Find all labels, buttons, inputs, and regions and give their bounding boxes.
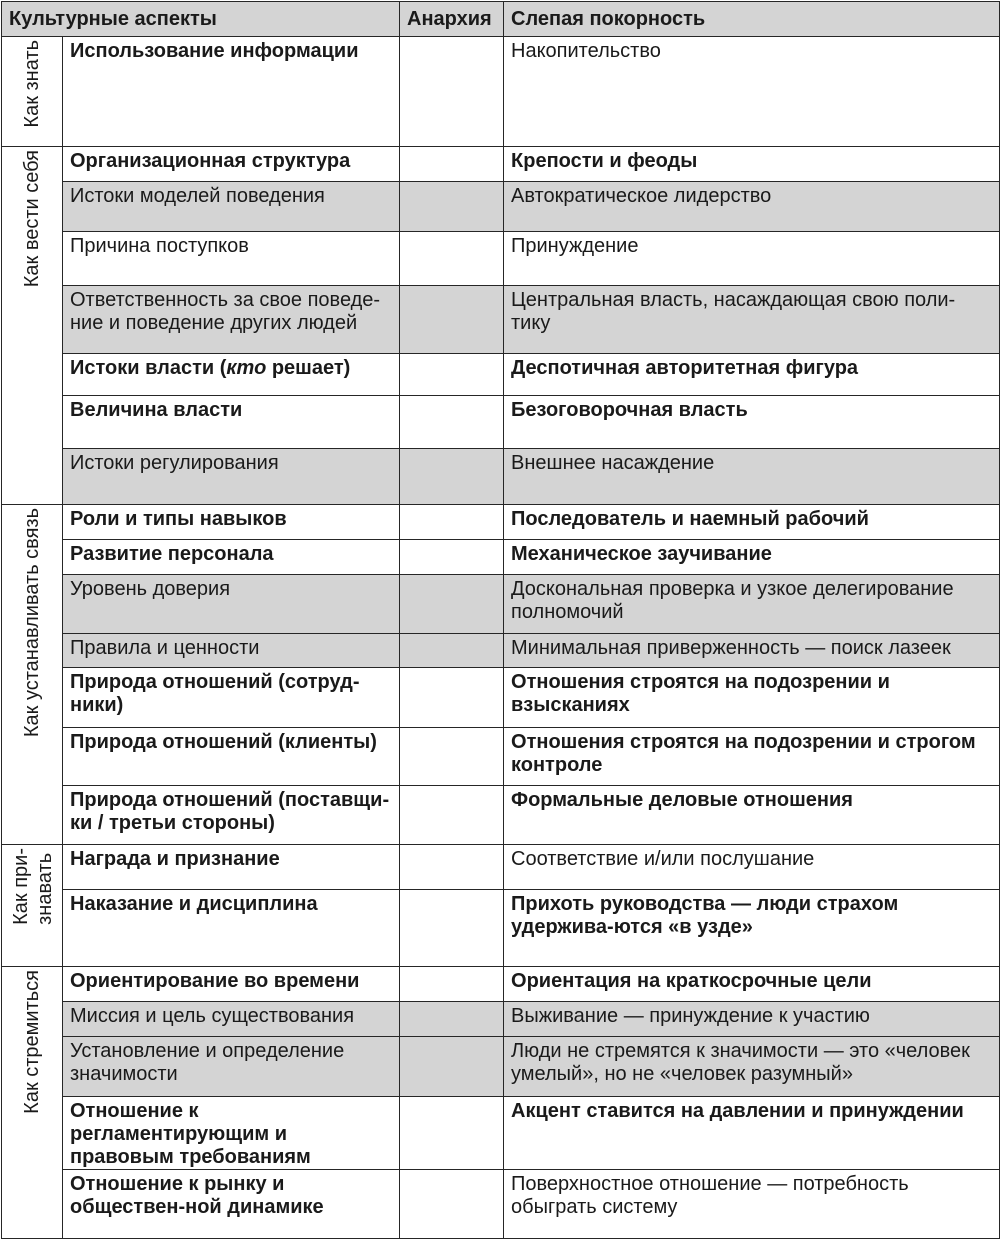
anarchy-cell — [400, 396, 504, 449]
aspect-cell: Наказание и дисциплина — [63, 890, 400, 967]
obedience-cell: Центральная власть, насаждающая свою поли-тику — [504, 286, 1000, 354]
table-row — [2, 890, 1000, 967]
group-how-to-know — [2, 37, 63, 147]
table-row — [2, 668, 1000, 728]
group-how-to-connect — [2, 505, 63, 845]
aspect-cell: Развитие персонала — [63, 540, 400, 575]
table-row — [2, 967, 1000, 1002]
aspect-cell: Природа отношений (сотруд-ники) — [63, 668, 400, 728]
table-row — [2, 786, 1000, 845]
aspect-cell: Отношение к регламентирующим и правовым требованиям — [63, 1097, 400, 1170]
header-cultural-aspects: Культурные аспекты — [2, 2, 400, 37]
anarchy-cell — [400, 634, 504, 668]
anarchy-cell — [400, 575, 504, 634]
aspect-cell: Величина власти — [63, 396, 400, 449]
table-row — [2, 1097, 1000, 1170]
table-row — [2, 1002, 1000, 1037]
table-row — [2, 540, 1000, 575]
obedience-cell: Поверхностное отношение — потребность обыграть систему — [504, 1170, 1000, 1239]
obedience-cell: Безоговорочная власть — [504, 396, 1000, 449]
aspect-cell: Правила и ценности — [63, 634, 400, 668]
aspect-cell: Миссия и цель существования — [63, 1002, 400, 1037]
obedience-cell: Люди не стремятся к значимости — это «человек умелый», но не «человек разумный» — [504, 1037, 1000, 1097]
obedience-cell: Акцент ставится на давлении и принуждении — [504, 1097, 1000, 1170]
aspect-cell: Установление и определение значимости — [63, 1037, 400, 1097]
obedience-cell: Отношения строятся на подозрении и строгом контроле — [504, 728, 1000, 786]
culture-aspects-table — [1, 1, 1000, 1239]
anarchy-cell — [400, 354, 504, 396]
aspect-emphasis: кто — [226, 357, 267, 379]
aspect-cell: Ответственность за свое поведе-ние и поведение других людей — [63, 286, 400, 354]
anarchy-cell — [400, 1170, 504, 1239]
header-anarchy: Анархия — [400, 2, 504, 37]
anarchy-cell — [400, 1037, 504, 1097]
aspect-cell: Роли и типы навыков — [63, 505, 400, 540]
header-blind-obedience: Слепая покорность — [504, 2, 1000, 37]
aspect-text: решает) — [266, 357, 351, 379]
anarchy-cell — [400, 37, 504, 147]
obedience-cell: Формальные деловые отношения — [504, 786, 1000, 845]
group-label-how-to-behave: Как вести себя — [21, 150, 43, 288]
obedience-cell: Последователь и наемный рабочий — [504, 505, 1000, 540]
aspect-cell: Организационная структура — [63, 147, 400, 182]
anarchy-cell — [400, 286, 504, 354]
aspect-cell: Награда и признание — [63, 845, 400, 890]
group-how-to-strive — [2, 967, 63, 1239]
aspect-cell — [63, 354, 400, 396]
group-label-line: знавать — [34, 852, 56, 925]
obedience-cell: Накопительство — [504, 37, 1000, 147]
table-row — [2, 354, 1000, 396]
obedience-cell: Соответствие и/или послушание — [504, 845, 1000, 890]
group-how-to-recognize — [2, 845, 63, 967]
table-row — [2, 396, 1000, 449]
aspect-cell: Уровень доверия — [63, 575, 400, 634]
obedience-cell: Ориентация на краткосрочные цели — [504, 967, 1000, 1002]
anarchy-cell — [400, 505, 504, 540]
table-row — [2, 37, 1000, 147]
group-how-to-behave — [2, 147, 63, 505]
obedience-cell: Минимальная приверженность — поиск лазеек — [504, 634, 1000, 668]
group-label-how-to-recognize — [9, 848, 57, 925]
obedience-cell: Принуждение — [504, 232, 1000, 286]
anarchy-cell — [400, 232, 504, 286]
aspect-cell: Природа отношений (поставщи-ки / третьи стороны) — [63, 786, 400, 845]
table-row — [2, 845, 1000, 890]
anarchy-cell — [400, 1002, 504, 1037]
obedience-cell: Доскональная проверка и узкое делегирование полномочий — [504, 575, 1000, 634]
group-label-how-to-connect: Как устанавливать связь — [21, 508, 43, 738]
table-row — [2, 575, 1000, 634]
group-label-how-to-strive: Как стремиться — [21, 970, 43, 1114]
table-header-row — [2, 2, 1000, 37]
obedience-cell: Отношения строятся на подозрении и взысканиях — [504, 668, 1000, 728]
anarchy-cell — [400, 967, 504, 1002]
obedience-cell: Внешнее насаждение — [504, 449, 1000, 505]
anarchy-cell — [400, 668, 504, 728]
anarchy-cell — [400, 890, 504, 967]
obedience-cell: Деспотичная авторитетная фигура — [504, 354, 1000, 396]
group-label-line: Как при- — [10, 848, 32, 925]
table-row — [2, 1170, 1000, 1239]
anarchy-cell — [400, 540, 504, 575]
aspect-cell: Отношение к рынку и обществен-ной динамике — [63, 1170, 400, 1239]
table-row — [2, 232, 1000, 286]
aspect-cell: Ориентирование во времени — [63, 967, 400, 1002]
aspect-cell: Истоки регулирования — [63, 449, 400, 505]
table-row — [2, 147, 1000, 182]
obedience-cell: Прихоть руководства — люди страхом удержива-ются «в узде» — [504, 890, 1000, 967]
anarchy-cell — [400, 147, 504, 182]
table-row — [2, 286, 1000, 354]
aspect-cell: Природа отношений (клиенты) — [63, 728, 400, 786]
anarchy-cell — [400, 182, 504, 232]
obedience-cell: Механическое заучивание — [504, 540, 1000, 575]
table-row — [2, 505, 1000, 540]
aspect-cell: Причина поступков — [63, 232, 400, 286]
group-label-how-to-know: Как знать — [21, 40, 43, 128]
anarchy-cell — [400, 449, 504, 505]
obedience-cell: Выживание — принуждение к участию — [504, 1002, 1000, 1037]
aspect-text: Истоки власти ( — [70, 357, 227, 379]
aspect-cell: Истоки моделей поведения — [63, 182, 400, 232]
anarchy-cell — [400, 845, 504, 890]
anarchy-cell — [400, 786, 504, 845]
anarchy-cell — [400, 728, 504, 786]
table-row — [2, 449, 1000, 505]
aspect-cell: Использование информации — [63, 37, 400, 147]
table-row — [2, 1037, 1000, 1097]
obedience-cell: Автократическое лидерство — [504, 182, 1000, 232]
table-row — [2, 182, 1000, 232]
anarchy-cell — [400, 1097, 504, 1170]
table-row — [2, 728, 1000, 786]
obedience-cell: Крепости и феоды — [504, 147, 1000, 182]
table-row — [2, 634, 1000, 668]
